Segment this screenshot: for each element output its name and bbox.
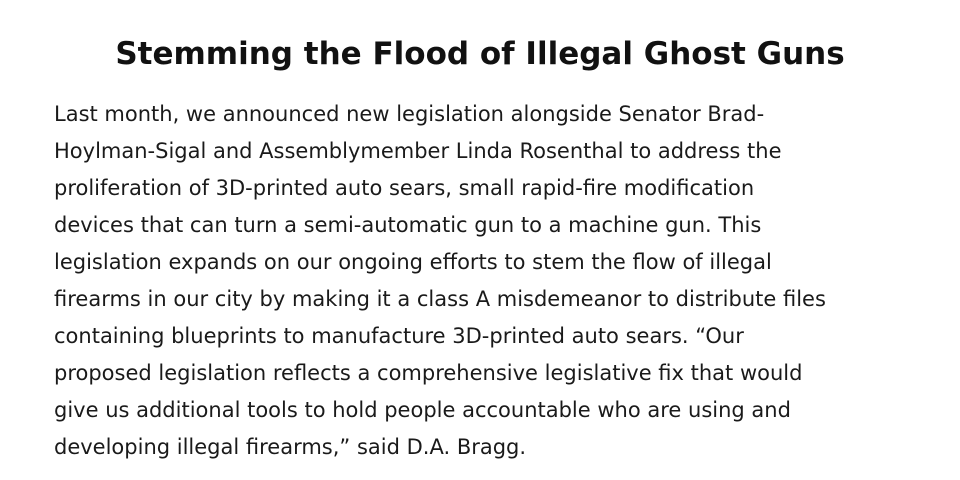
paragraph-line: proliferation of 3D-printed auto sears, small rapid-fire modification — [54, 176, 755, 200]
paragraph-line: legislation expands on our ongoing efforts to stem the flow of illegal — [54, 250, 772, 274]
paragraph-line: firearms in our city by making it a class A misdemeanor to distribute files — [54, 287, 826, 311]
paragraph-line: Hoylman-Sigal and Assemblymember Linda Rosenthal to address the — [54, 139, 782, 163]
paragraph-line: devices that can turn a semi-automatic gun to a machine gun. This — [54, 213, 762, 237]
paragraph-line: containing blueprints to manufacture 3D-printed auto sears. “Our — [54, 324, 744, 348]
paragraph-line: proposed legislation reflects a comprehensive legislative fix that would — [54, 361, 803, 385]
paragraph-line: developing illegal firearms,” said D.A. Bragg. — [54, 435, 527, 459]
paragraph-line: Last month, we announced new legislation alongside Senator Brad- — [54, 102, 765, 126]
article-title: Stemming the Flood of Illegal Ghost Guns — [115, 36, 845, 72]
article-paragraph — [54, 96, 906, 466]
paragraph-line: give us additional tools to hold people accountable who are using and — [54, 398, 791, 422]
